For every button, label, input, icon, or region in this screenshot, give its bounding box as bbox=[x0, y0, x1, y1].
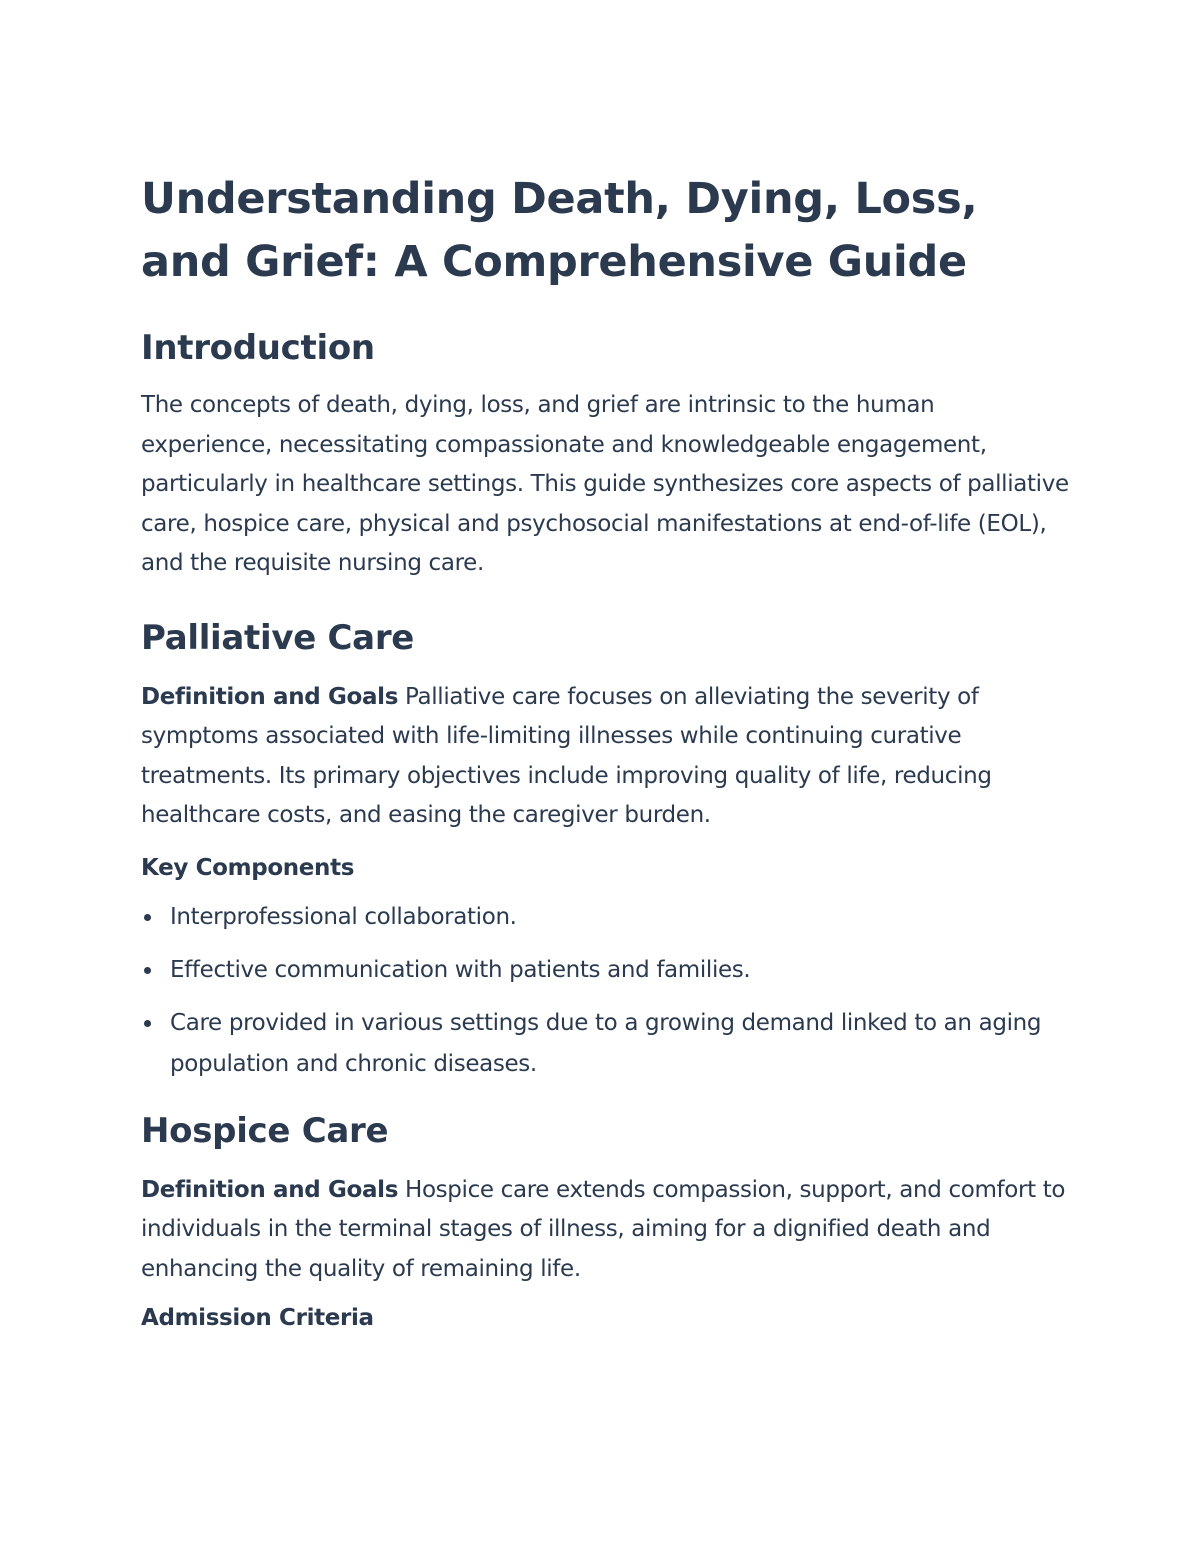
admission-criteria-heading: Admission Criteria bbox=[141, 1305, 374, 1331]
section-heading-palliative-care: Palliative Care bbox=[141, 617, 415, 658]
list-item bbox=[141, 950, 1070, 991]
section-heading-hospice-care: Hospice Care bbox=[141, 1110, 389, 1151]
hospice-care-definition bbox=[141, 1171, 1070, 1290]
hospice-definition-text: Hospice care extends compassion, support, and comfort to individuals in the terminal stages of illness, aiming for a dignified death and enhancing the quality of remaining life. bbox=[141, 1176, 1066, 1282]
list-item-text: Interprofessional collaboration. bbox=[170, 903, 517, 930]
list-item bbox=[141, 897, 1070, 938]
key-components-list bbox=[141, 897, 1070, 1085]
document-title: Understanding Death, Dying, Loss, and Grief: A Comprehensive Guide bbox=[141, 174, 978, 287]
list-item bbox=[141, 1003, 1070, 1085]
palliative-definition-text: Palliative care focuses on alleviating the severity of symptoms associated with life-limiting illnesses while continuing curative treatments. Its primary objectives include improving quality of life, reducing healthcare costs, and easing the caregiver burden. bbox=[141, 683, 992, 828]
bullet-icon bbox=[144, 914, 151, 921]
bullet-icon bbox=[144, 1020, 151, 1027]
bullet-icon bbox=[144, 967, 151, 974]
key-components-heading: Key Components bbox=[141, 854, 355, 881]
palliative-care-definition bbox=[141, 678, 1070, 836]
hospice-definition-label: Definition and Goals bbox=[141, 1176, 399, 1203]
palliative-definition-label: Definition and Goals bbox=[141, 683, 399, 710]
list-item-text: Effective communication with patients and families. bbox=[170, 956, 751, 983]
section-heading-introduction: Introduction bbox=[141, 328, 375, 368]
list-item-text: Care provided in various settings due to a growing demand linked to an aging population and chronic diseases. bbox=[170, 1009, 1042, 1077]
introduction-paragraph: The concepts of death, dying, loss, and grief are intrinsic to the human experience, necessitating compassionate and knowledgeable engagement, particularly in healthcare settings. This guide synthesizes core aspects of palliative care, hospice care, physical and psychosocial manifestations at end-of-life (EOL), and the requisite nursing care. bbox=[141, 392, 1069, 576]
